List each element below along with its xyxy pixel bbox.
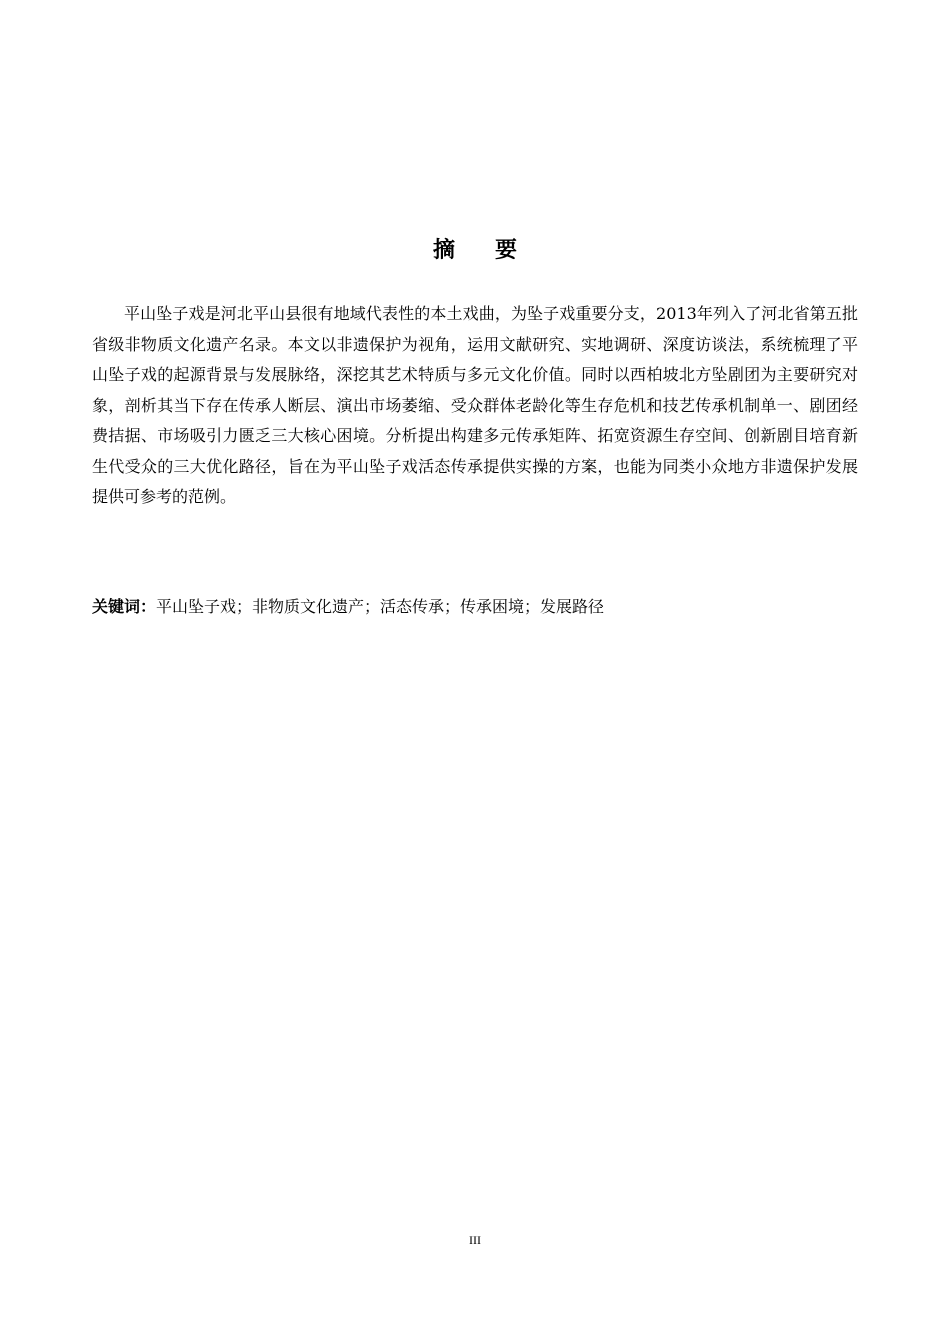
keywords-line [92,594,858,620]
page-number: III [469,1233,481,1247]
abstract-title: 摘要 [432,238,557,263]
abstract-body: 平山坠子戏是河北平山县很有地域代表性的本土戏曲，为坠子戏重要分支，2013年列入了河北省第五批省级非物质文化遗产名录。本文以非遗保护为视角，运用文献研究、实地调研、深度访谈法，系统梳理了平山坠子戏的起源背景与发展脉络，深挖其艺术特质与多元文化价值。同时以西柏坡北方坠剧团为主要研究对象，剖析其当下存在传承人断层、演出市场萎缩、受众群体老龄化等生存危机和技艺传承机制单一、剧团经费拮据、市场吸引力匮乏三大核心困境。分析提出构建多元传承矩阵、拓宽资源生存空间、创新剧目培育新生代受众的三大优化路径，旨在为平山坠子戏活态传承提供实操的方案，也能为同类小众地方非遗保护发展提供可参考的范例。 [92,304,858,506]
keywords-value: 平山坠子戏；非物质文化遗产；活态传承；传承困境；发展路径 [156,597,605,616]
keywords-label: 关键词： [92,597,157,616]
